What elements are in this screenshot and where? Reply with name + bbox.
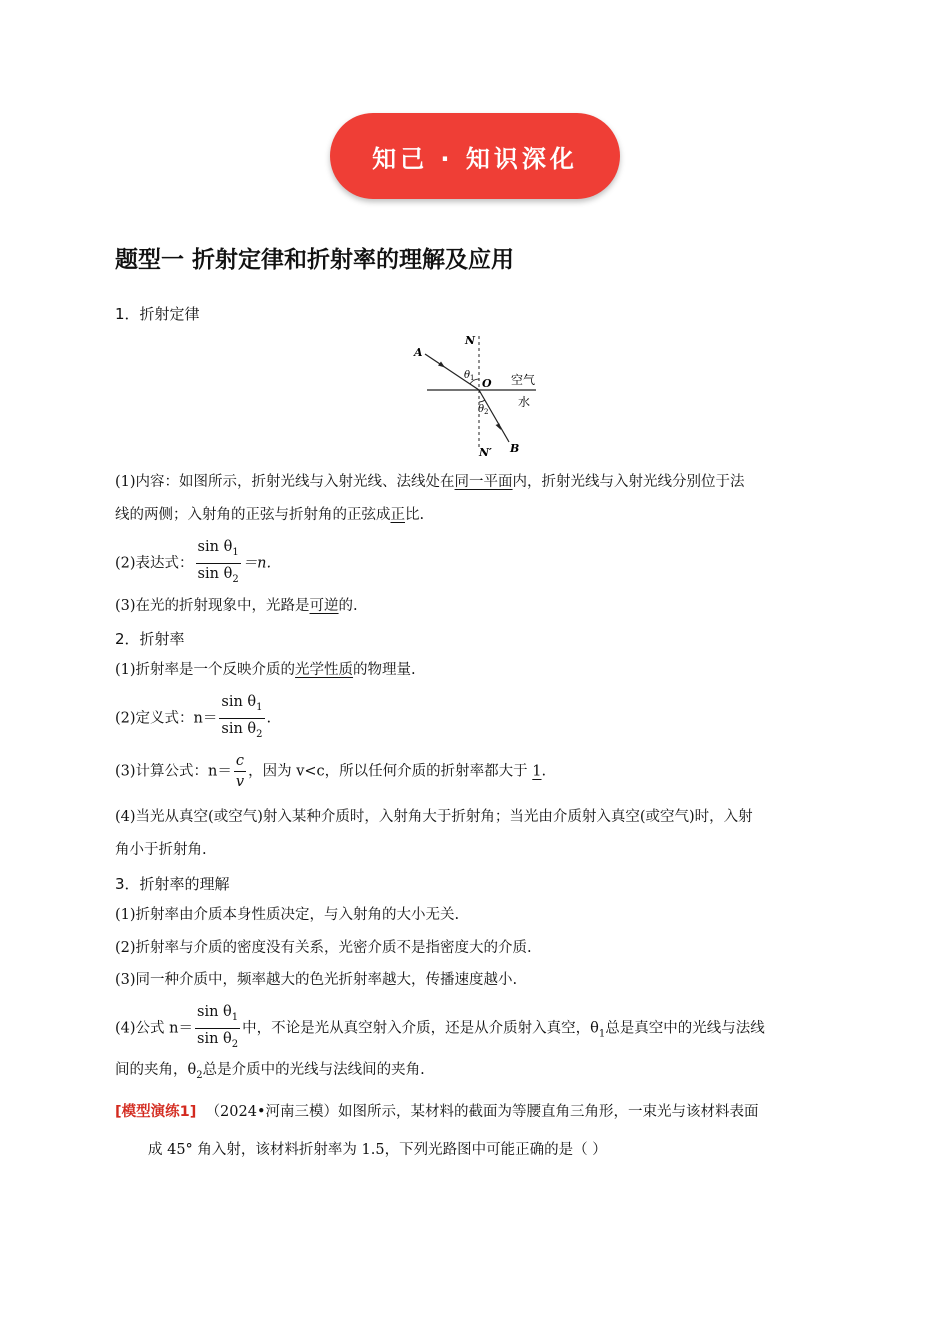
law-content-line1: (1)内容：如图所示，折射光线与入射光线、法线处在同一平面内，折射光线与入射光线分别位于法 xyxy=(115,474,745,490)
law-content-line2: 线的两侧；入射角的正弦与折射角的正弦成正比. xyxy=(115,507,425,523)
label-air: 空气 xyxy=(511,373,536,387)
refracted-ray xyxy=(479,390,509,442)
index-definition-line: (1)折射率是一个反映介质的光学性质的物理量. xyxy=(115,662,416,678)
index-calc-formula: (3)计算公式：n＝ $\frac{c}{v}$ ，因为 v<c，所以任何介质的折射率都大于 1. xyxy=(115,753,547,790)
label-theta2-sub: 2 xyxy=(484,408,489,416)
understanding-2: (2)折射率与介质的密度没有关系，光密介质不是指密度大的介质. xyxy=(115,940,532,956)
label-theta2: θ xyxy=(478,404,485,415)
definition-fraction: $\frac{\sin \theta_1}{\sin \theta_2}$ xyxy=(221,694,263,740)
section-refractive-index: 2．折射率 xyxy=(115,630,185,648)
index-angle-line2: 角小于折射角. xyxy=(115,842,207,858)
refracted-arrow xyxy=(496,424,502,431)
section-banner xyxy=(330,113,620,199)
exercise-line1: [模型演练1] （2024•河南三模）如图所示，某材料的截面为等腰直角三角形，一束光与该材料表面 xyxy=(115,1104,759,1120)
index-formula: (2)定义式：n＝ $\frac{\sin \theta_1}{\sin \theta_2}$ . xyxy=(115,693,271,744)
understanding-3: (3)同一种介质中，频率越大的色光折射率越大，传播速度越小. xyxy=(115,972,518,988)
law-expression: (2)表达式： $\frac{\sin \theta_1}{\sin \theta_2}$ ＝n. xyxy=(115,538,271,589)
angle2-arc xyxy=(479,400,485,402)
label-O: O xyxy=(482,377,492,390)
understanding-fraction: $\frac{\sin \theta_1}{\sin \theta_2}$ xyxy=(197,1004,239,1050)
expression-fraction: $\frac{\sin \theta_1}{\sin \theta_2}$ xyxy=(197,539,239,585)
label-theta1-sub: 1 xyxy=(470,374,475,382)
c-over-v-fraction: $\frac{c}{v}$ xyxy=(235,753,245,790)
label-N: N xyxy=(465,334,476,347)
exercise-tag: [模型演练1] xyxy=(115,1104,197,1120)
understanding-4-line2: 间的夹角，$\theta_2$总是介质中的光线与法线间的夹角. xyxy=(115,1062,425,1081)
label-N-prime: N′ xyxy=(479,446,492,459)
index-angle-line1: (4)当光从真空(或空气)射入某种介质时，入射角大于折射角；当光由介质射入真空(或空气)时，入射 xyxy=(115,809,753,825)
section-refraction-law: 1．折射定律 xyxy=(115,305,200,323)
law-reversible: (3)在光的折射现象中，光路是可逆的. xyxy=(115,598,358,614)
incident-arrow xyxy=(438,362,445,368)
understanding-1: (1)折射率由介质本身性质决定，与入射角的大小无关. xyxy=(115,907,460,923)
understanding-4-line1: (4)公式 n＝ $\frac{\sin \theta_1}{\sin \theta_2}$ 中，不论是光从真空射入介质，还是从介质射入真空，$\theta_1$总是真空中的光线与法线 xyxy=(115,1003,765,1054)
refraction-diagram xyxy=(405,330,550,462)
label-water: 水 xyxy=(518,395,531,409)
incident-ray xyxy=(425,354,479,390)
page-heading: 题型一 折射定律和折射率的理解及应用 xyxy=(115,247,515,273)
banner-text: 知己 · 知识深化 xyxy=(372,144,578,173)
label-theta1: θ xyxy=(464,370,471,381)
section-index-understanding: 3．折射率的理解 xyxy=(115,875,230,893)
exercise-line2: 成 45° 角入射，该材料折射率为 1.5，下列光路图中可能正确的是（ ） xyxy=(148,1142,607,1158)
label-A: A xyxy=(414,346,423,359)
label-B: B xyxy=(510,442,520,455)
